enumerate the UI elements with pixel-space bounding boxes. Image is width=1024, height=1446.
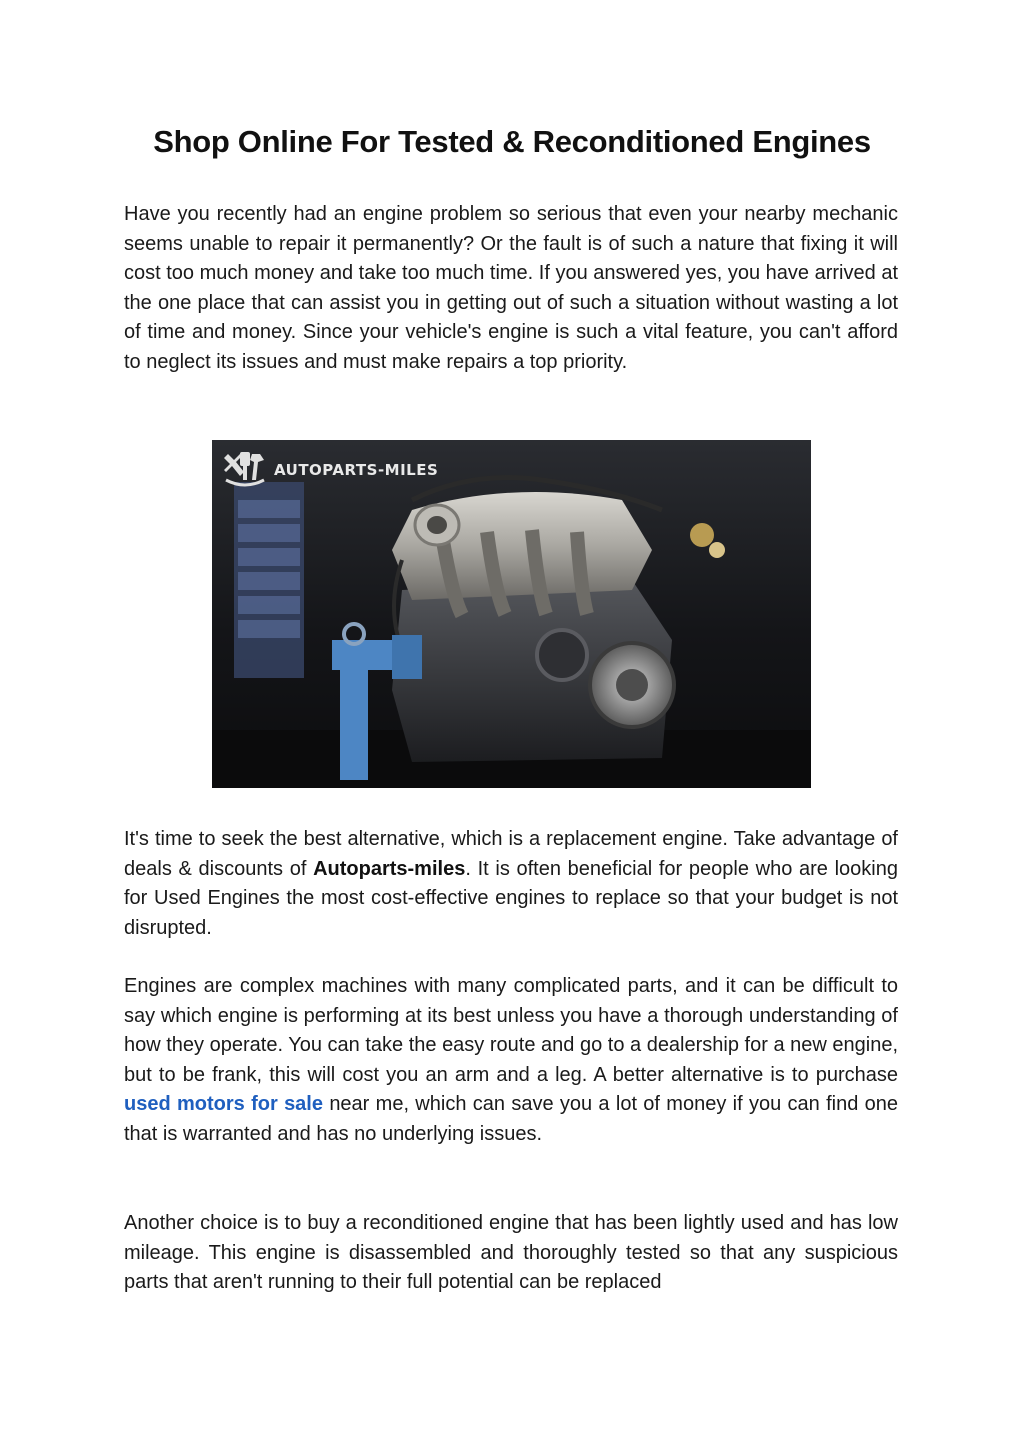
paragraph2-text-before: It's time to seek the best alternative, which is a replacement engine. Take advantage of deals & discounts of (124, 828, 898, 880)
reconditioned-paragraph: Another choice is to buy a reconditioned engine that has been lightly used and has low mileage. This engine is disassembled and thoroughly tested so that any suspicious parts that aren't running to their full potential can be replaced (124, 1212, 898, 1294)
paragraph2-text-after: . It is often beneficial for people who are looking for Used Engines the most cost-effective engines to replace so that your budget is not disrupted. (124, 857, 898, 939)
logo-text: AUTOPARTS-MILES (274, 461, 439, 479)
page-title: Shop Online For Tested & Reconditioned Engines (153, 124, 871, 159)
paragraph3-text-before: Engines are complex machines with many complicated parts, and it can be difficult to say which engine is performing at its best unless you have a thorough understanding of how they operate. You can take the easy route and go to a dealership for a new engine, but to be frank, this will cost you an arm and a leg. A better alternative is to purchase (124, 975, 898, 1086)
intro-paragraph: Have you recently had an engine problem so serious that even your nearby mechanic seems unable to repair it permanently? Or the fault is of such a nature that fixing it will cost too much money and take too much time. If you answered yes, you have arrived at the one place that can assist you in getting out of such a situation without wasting a lot of time and money. Since your vehicle's engine is such a vital feature, you can't afford to neglect its issues and must make repairs a top priority. (124, 203, 898, 373)
paragraph3-text-after: near me, which can save you a lot of money if you can find one that is warranted and has no underlying issues. (124, 1093, 899, 1145)
engine-photo (212, 440, 811, 788)
used-motors-link[interactable]: used motors for sale (124, 1093, 323, 1116)
alternative-paragraph (124, 825, 898, 943)
brand-logo (222, 450, 438, 490)
wrench-piston-icon (222, 450, 268, 490)
engines-paragraph (124, 972, 898, 1150)
brand-name: Autoparts-miles (313, 857, 466, 880)
engine-illustration (212, 440, 811, 788)
